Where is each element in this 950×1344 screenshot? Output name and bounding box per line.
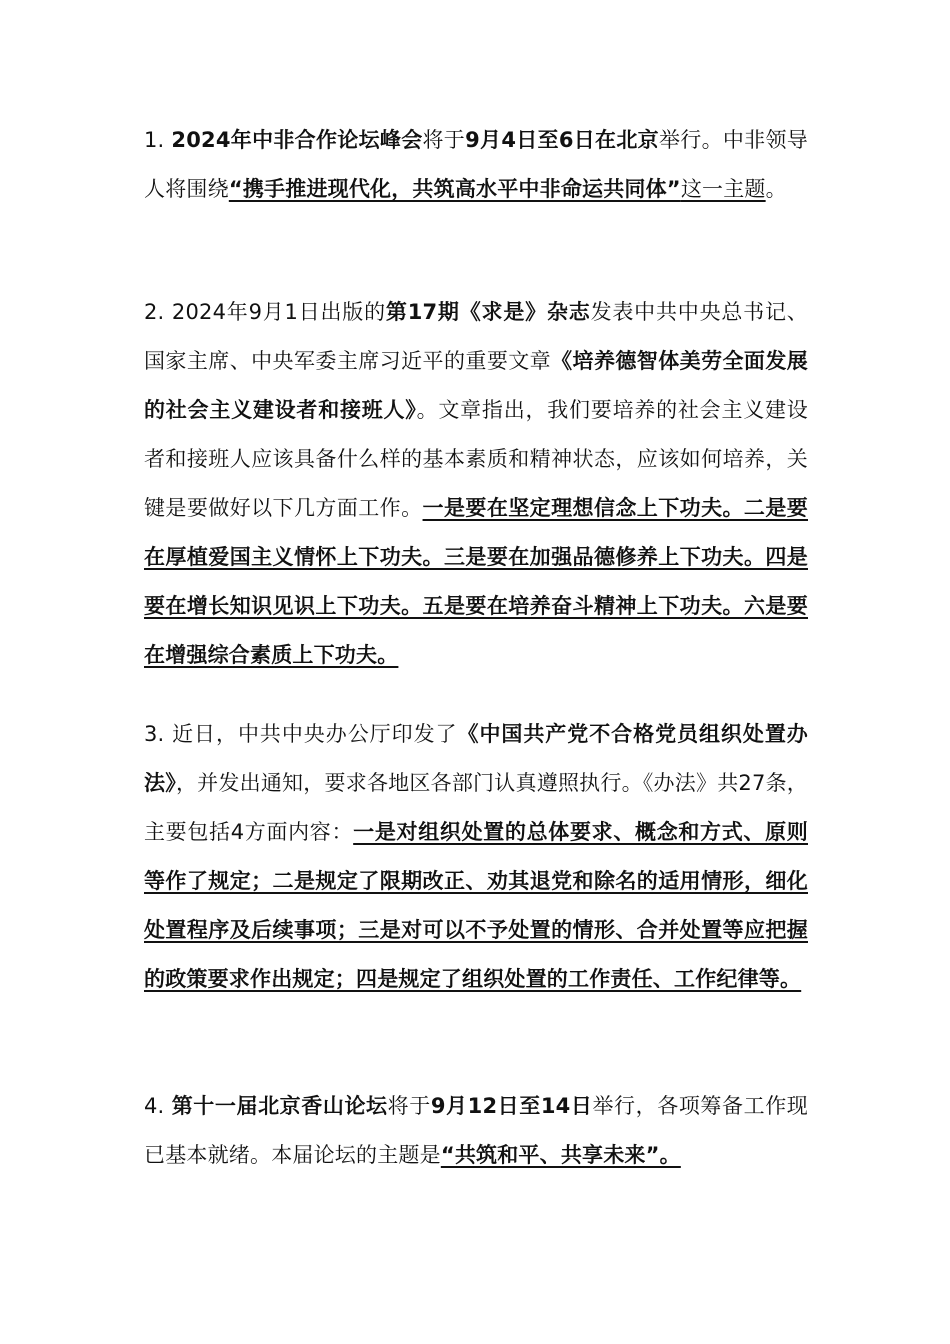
item-number: 3. <box>144 722 165 746</box>
item-number: 4. <box>144 1094 165 1118</box>
journal-issue: 第17期《求是》杂志 <box>385 300 591 324</box>
plain-text: 2024年9月1日出版的 <box>171 300 386 324</box>
news-item-4 <box>144 1082 808 1180</box>
theme-quote: “携手推进现代化，共筑高水平中非命运共同体” <box>228 177 681 201</box>
event-name: 2024年中非合作论坛峰会 <box>171 128 423 152</box>
news-item-3 <box>144 710 808 1004</box>
event-name: 第十一届北京香山论坛 <box>171 1094 388 1118</box>
theme-quote: “共筑和平、共享未来”。 <box>440 1143 681 1167</box>
news-item-1 <box>144 116 808 214</box>
key-points: 一是对组织处置的总体要求、概念和方式、原则等作了规定；二是规定了限期改正、劝其退党和除名的适用情形，细化处置程序及后续事项；三是对可以不予处置的情形、合并处置等应把握的政策要求作出规定；四是规定了组织处置的工作责任、工作纪律等。 <box>144 820 808 991</box>
document-title: 《中国共产党不合格党员组织处置办法》 <box>144 722 808 795</box>
plain-text: 近日，中共中央办公厅印发了 <box>172 722 458 746</box>
underlined-text: 这一主题 <box>680 177 766 201</box>
event-date-place: 9月4日至6日在北京 <box>465 128 659 152</box>
plain-text: 发表中共中央总书记、国家主席、中央军委主席习近平的重要文章 <box>144 300 808 373</box>
plain-text: 。 <box>765 177 787 201</box>
plain-text: 举行。中非领导人将围绕 <box>144 128 808 201</box>
news-item-2 <box>144 288 808 680</box>
key-points: 一是要在坚定理想信念上下功夫。二是要在厚植爱国主义情怀上下功夫。三是要在加强品德修养上下功夫。四是要在增长知识见识上下功夫。五是要在培养奋斗精神上下功夫。六是要在增强综合素质上下功夫。 <box>144 496 808 667</box>
event-date: 9月12日至14日 <box>430 1094 593 1118</box>
plain-text: ，并发出通知，要求各地区各部门认真遵照执行。《办法》共27条，主要包括4方面内容： <box>144 771 809 844</box>
item-number: 1. <box>144 128 165 152</box>
item-number: 2. <box>144 300 165 324</box>
plain-text: 将于 <box>422 128 466 152</box>
plain-text: 。文章指出，我们要培养的社会主义建设者和接班人应该具备什么样的基本素质和精神状态，应该如何培养，关键是要做好以下几方面工作。 <box>144 398 808 520</box>
article-title: 《培养德智体美劳全面发展的社会主义建设者和接班人》 <box>144 349 808 422</box>
plain-text: 将于 <box>387 1094 431 1118</box>
plain-text: 举行，各项筹备工作现已基本就绪。本届论坛的主题是 <box>144 1094 809 1167</box>
